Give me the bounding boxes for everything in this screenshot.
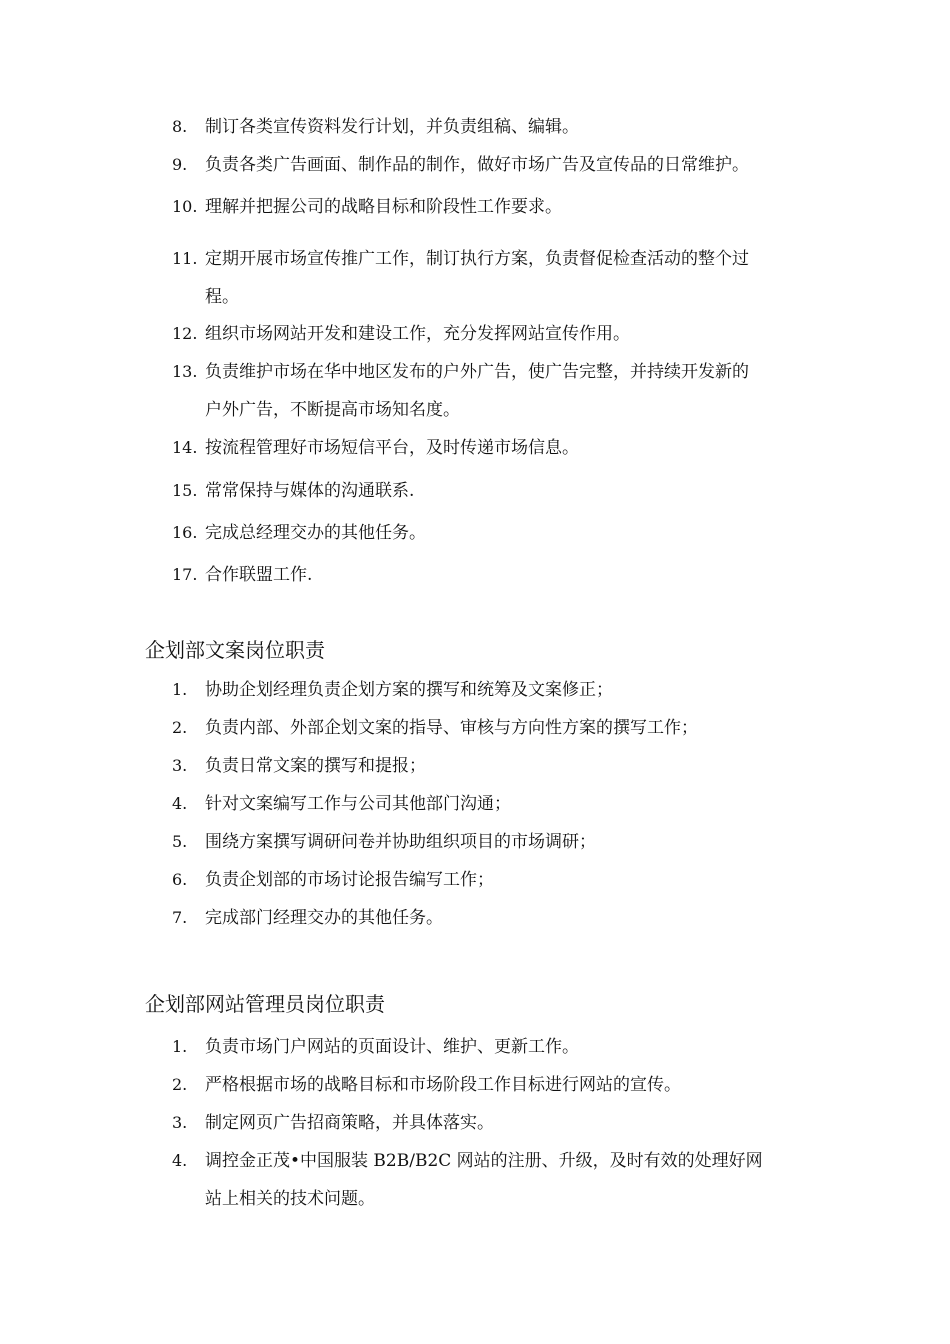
list-number: 9. [172,155,188,174]
list-text: 常常保持与媒体的沟通联系. [205,481,415,501]
list-text: 定期开展市场宣传推广工作，制订执行方案，负责督促检查活动的整个过 [205,249,749,269]
list-number: 1. [172,1037,188,1056]
list-number: 13. [172,362,198,381]
list-text: 完成总经理交办的其他任务。 [205,523,426,543]
list-text: 协助企划经理负责企划方案的撰写和统筹及文案修正； [205,680,613,700]
list-text: 负责市场门户网站的页面设计、维护、更新工作。 [205,1037,579,1057]
list-text: 理解并把握公司的战略目标和阶段性工作要求。 [205,197,562,217]
list-text: 围绕方案撰写调研问卷并协助组织项目的市场调研； [205,832,596,852]
list-text: 按流程管理好市场短信平台，及时传递市场信息。 [205,438,579,458]
list-number: 10. [172,197,198,216]
list-number: 3. [172,756,188,775]
list-text-continued: 户外广告，不断提高市场知名度。 [205,400,460,420]
list-number: 2. [172,718,188,737]
list-text: 合作联盟工作. [205,565,313,585]
list-number: 15. [172,481,198,500]
list-text-continued: 站上相关的技术问题。 [205,1189,375,1209]
list-number: 17. [172,565,198,584]
list-text: 负责企划部的市场讨论报告编写工作； [205,870,494,890]
list-text: 严格根据市场的战略目标和市场阶段工作目标进行网站的宣传。 [205,1075,681,1095]
list-number: 4. [172,1151,188,1170]
list-text: 制定网页广告招商策略，并具体落实。 [205,1113,494,1133]
list-text: 完成部门经理交办的其他任务。 [205,908,443,928]
list-text: 负责日常文案的撰写和提报； [205,756,426,776]
list-number: 8. [172,117,188,136]
list-text: 针对文案编写工作与公司其他部门沟通； [205,794,511,814]
list-text: 调控金正茂•中国服装 B2B/B2C 网站的注册、升级，及时有效的处理好网 [205,1151,763,1171]
list-number: 14. [172,438,198,457]
list-text: 负责各类广告画面、制作品的制作，做好市场广告及宣传品的日常维护。 [205,155,749,175]
list-number: 3. [172,1113,188,1132]
list-number: 12. [172,324,198,343]
list-text: 负责维护市场在华中地区发布的户外广告，使广告完整，并持续开发新的 [205,362,749,382]
list-number: 11. [172,249,198,268]
list-text: 负责内部、外部企划文案的指导、审核与方向性方案的撰写工作； [205,718,698,738]
list-number: 16. [172,523,198,542]
list-number: 5. [172,832,188,851]
section-heading: 企划部文案岗位职责 [145,638,325,662]
list-text-continued: 程。 [205,287,239,307]
list-number: 1. [172,680,188,699]
list-text: 制订各类宣传资料发行计划，并负责组稿、编辑。 [205,117,579,137]
list-number: 4. [172,794,188,813]
list-number: 2. [172,1075,188,1094]
list-number: 7. [172,908,188,927]
list-text: 组织市场网站开发和建设工作，充分发挥网站宣传作用。 [205,324,630,344]
section-heading: 企划部网站管理员岗位职责 [145,992,385,1016]
list-number: 6. [172,870,188,889]
